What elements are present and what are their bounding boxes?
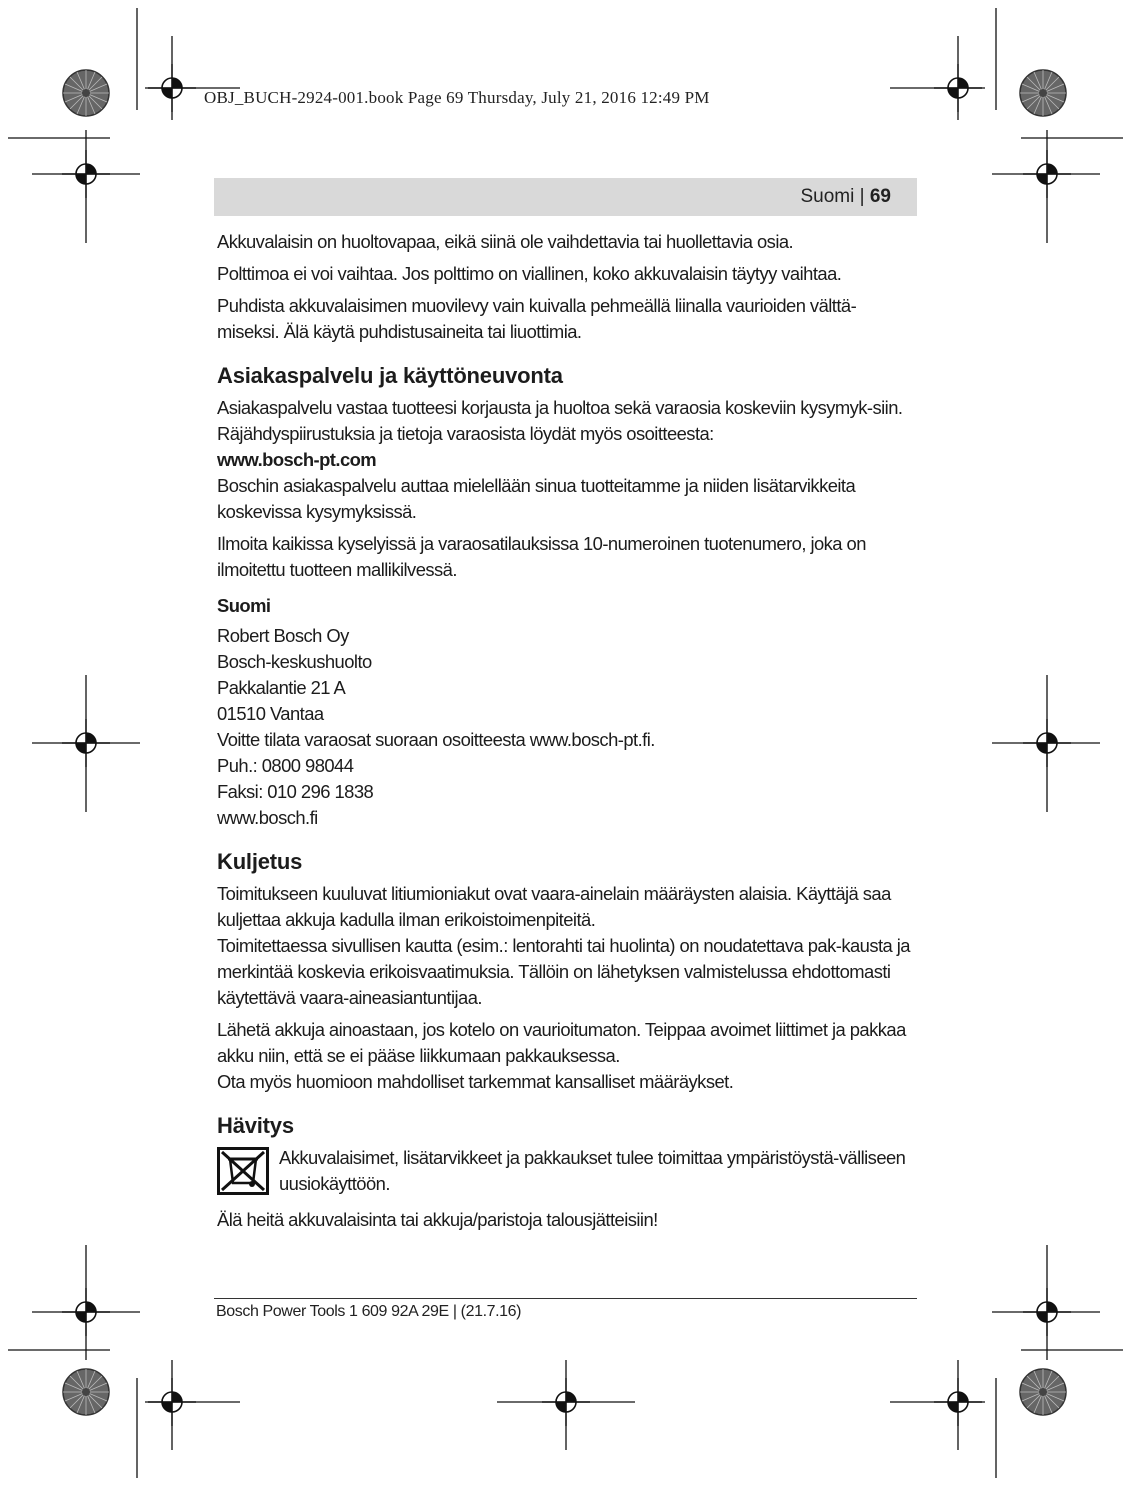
crossed-out-wheelie-bin-icon — [217, 1147, 269, 1195]
country-heading: Suomi — [217, 595, 271, 616]
print-slug-header: OBJ_BUCH-2924-001.book Page 69 Thursday, July 21, 2016 12:49 PM — [204, 88, 710, 107]
header-separator: | — [859, 186, 865, 207]
disposal-paragraph: Akkuvalaisimet, lisätarvikkeet ja pakkaukset tulee toimittaa ympäristöystä-välliseen uusiokäyttöön. — [279, 1147, 906, 1194]
service-url[interactable]: www.bosch-pt.com — [217, 449, 377, 470]
intro-paragraph: Polttimoa ei voi vaihtaa. Jos polttimo on viallinen, koko akkuvalaisin täytyy vaihtaa. — [217, 263, 842, 284]
running-header — [214, 178, 917, 216]
header-language: Suomi — [800, 186, 855, 207]
intro-paragraph: Akkuvalaisin on huoltovapaa, eikä siinä ole vaihdettavia tai huollettavia osia. — [217, 231, 794, 252]
transport-paragraph: Lähetä akkuja ainoastaan, jos kotelo on vaurioitumaton. Teippaa avoimet liittimet ja pakkaa akku niin, että se ei pääse liikkumaan pakkauksessa. — [217, 1019, 906, 1066]
registration-wheel-bottom-right — [1020, 1369, 1066, 1415]
transport-paragraph: Toimitettaessa sivullisen kautta (esim.: lentorahti tai huolinta) on noudatettava pak-kausta ja merkintää koskevia erikoisvaatimuksia. Tällöin on lähetyksen valmistelussa ehdottomasti käytettävä vaara-aineasiantuntijaa. — [217, 935, 910, 1008]
address-line: 01510 Vantaa — [217, 703, 324, 724]
service-address — [217, 623, 917, 831]
section-heading-transport: Kuljetus — [217, 849, 303, 874]
address-line: Voitte tilata varaosat suoraan osoitteesta www.bosch-pt.fi. — [217, 729, 655, 750]
intro-paragraph: Puhdista akkuvalaisimen muovilevy vain kuivalla pehmeällä liinalla vaurioiden välttä-miseksi. Älä käytä puhdistusaineita tai liuottimia. — [217, 295, 857, 342]
page-footer: Bosch Power Tools 1 609 92A 29E | (21.7.16) — [216, 1303, 522, 1320]
address-line: Robert Bosch Oy — [217, 625, 349, 646]
address-line: www.bosch.fi — [217, 807, 318, 828]
address-line: Bosch-keskushuolto — [217, 651, 372, 672]
page-body — [217, 229, 917, 1239]
registration-wheel-top-right — [1020, 70, 1066, 116]
section-heading-disposal: Hävitys — [217, 1113, 294, 1138]
page-number: 69 — [869, 186, 891, 207]
registration-wheel-bottom-left — [63, 1369, 109, 1415]
address-line: Puh.: 0800 98044 — [217, 755, 354, 776]
disposal-notice — [217, 1145, 917, 1197]
section-heading-service: Asiakaspalvelu ja käyttöneuvonta — [217, 363, 563, 388]
running-header-text — [801, 186, 892, 208]
service-paragraph: Asiakaspalvelu vastaa tuotteesi korjausta ja huoltoa sekä varaosia koskeviin kysymyk-siin. Räjähdyspiirustuksia ja tietoja varaosista löydät myös osoitteesta: — [217, 397, 903, 444]
address-line: Faksi: 010 296 1838 — [217, 781, 374, 802]
transport-paragraph: Ota myös huomioon mahdolliset tarkemmat kansalliset määräykset. — [217, 1071, 734, 1092]
registration-wheel-top-left — [63, 70, 109, 116]
disposal-warning: Älä heitä akkuvalaisinta tai akkuja/paristoja talousjätteisiin! — [217, 1209, 658, 1230]
address-line: Pakkalantie 21 A — [217, 677, 346, 698]
transport-paragraph: Toimitukseen kuuluvat litiumioniakut ovat vaara-ainelain määräysten alaisia. Käyttäjä saa kuljettaa akkuja kadulla ilman erikoistoimenpiteitä. — [217, 883, 891, 930]
service-paragraph: Ilmoita kaikissa kyselyissä ja varaosatilauksissa 10-numeroinen tuotenumero, joka on ilmoitettu tuotteen mallikilvessä. — [217, 533, 866, 580]
service-paragraph: Boschin asiakaspalvelu auttaa mielellään sinua tuotteitamme ja niiden lisätarvikkeita koskevissa kysymyksissä. — [217, 475, 856, 522]
footer-rule — [214, 1298, 917, 1299]
